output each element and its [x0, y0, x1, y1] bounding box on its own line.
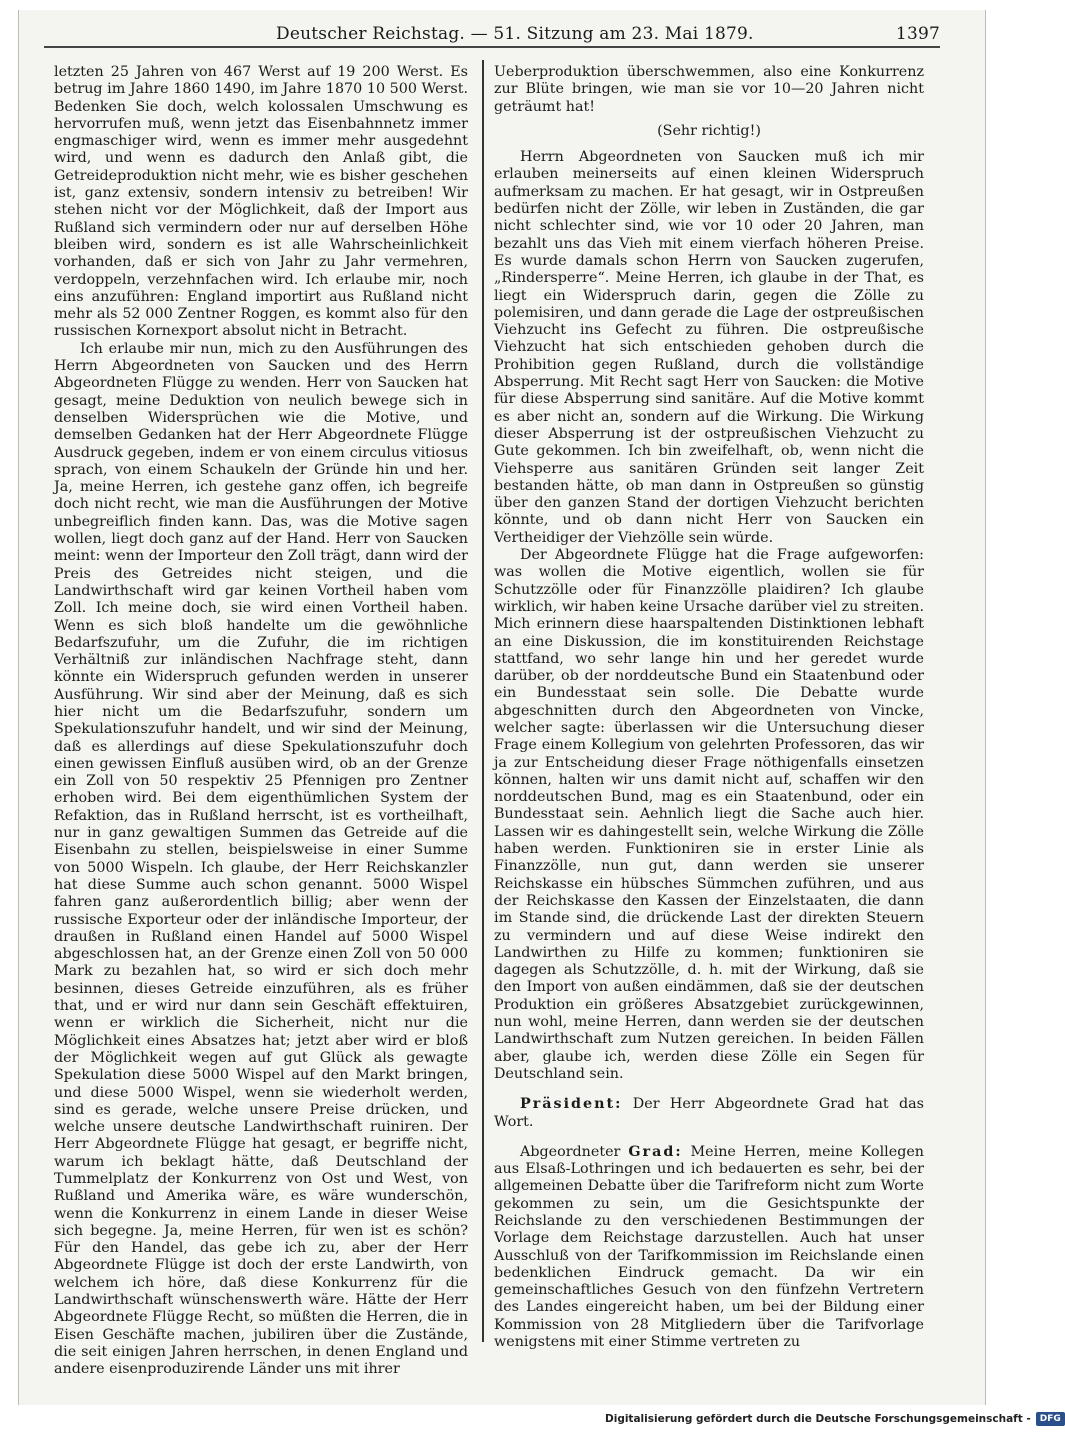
header-title: Deutscher Reichstag. — 51. Sitzung am 23. Mai 1879. [276, 24, 754, 44]
president-paragraph [494, 1096, 924, 1131]
right-paragraph-2: Herrn Abgeordneten von Saucken muß ich mir erlauben meinerseits auf einen kleinen Widerspruch aufmerksam zu machen. Er hat gesagt, wir in Ostpreußen bedürfen nicht der Zölle, wir leben in Zuständen, die gar nicht schlechter sind, wie vor 10 oder 20 Jahren, man bezahlt uns das Vieh mit einem vierfach höheren Preise. Es wurde damals schon Herrn von Saucken zugerufen, „Rindersperre“. Meine Herren, ich glaube in der That, es liegt ein Widerspruch darin, gegen die Zölle zu polemisiren, und dann gerade die Lage der ostpreußischen Viehzucht ins Gefecht zu führen. Die ostpreußische Viehzucht hat sich entschieden gehoben durch die Prohibition gegen Rußland, durch die vollständige Absperrung. Mit Recht sagt Herr von Saucken: die Motive für diese Absperrung sind sanitäre. Auf die Motive kommt es aber nicht an, sondern auf die Wirkung. Die Wirkung dieser Absperrung ist der ostpreußischen Viehzucht zu Gute gekommen. Ich bin zweifelhaft, ob, wenn nicht die Viehsperre aus sanitären Gründen seit langer Zeit bestanden hätte, ob man dann in Ostpreußen so günstig über den ganzen Stand der dortigen Viehzucht berichten könnte, und ob dann nicht Herr von Saucken ein Vertheidiger der Viehzölle sein würde. [494, 149, 924, 546]
right-paragraph-3: Der Abgeordnete Flügge hat die Frage aufgeworfen: was wollen die Motive eigentlich, wollen sie für Schutzzölle oder für Finanzzölle plaidiren? Ich glaube wirklich, wir haben keine Ursache darüber viel zu streiten. Mich erinnern diese haarspaltenden Distinktionen lebhaft an eine Diskussion, die im konstituirenden Reichstage stattfand, wo sehr lange hin und her geredet wurde darüber, ob der norddeutsche Bund ein Staatenbund oder ein Bundesstaat sein solle. Die Debatte wurde abgeschnitten durch den Abgeordneten von Vincke, welcher sagte: überlassen wir die Untersuchung dieser Frage einem Kollegium von gelehrten Professoren, das wir ja zur Entscheidung dieser Frage nöthigenfalls einsetzen können, halten wir uns damit nicht auf, schaffen wir den norddeutschen Bund, mag es ein Staatenbund, oder ein Bundesstaat sein. Aehnlich liegt die Sache auch hier. Lassen wir es dahingestellt sein, welche Wirkung die Zölle haben werden. Funktioniren sie in erster Linie als Finanzzölle, nun gut, dann werden sie unserer Reichskasse ein hübsches Sümmchen zuführen, und aus der Reichskasse den Kassen der Einzelstaaten, die dann im Stande sind, die drückende Last der direkten Steuern zu vermindern und auf diese Weise indirekt den Landwirthen zu Hilfe zu kommen; funktioniren sie dagegen als Schutzzölle, d. h. mit der Wirkung, daß sie den Import von außen eindämmen, daß sie der deutschen Produktion ein größeres Absatzgebiet zurückgewinnen, nun wohl, meine Herren, dann werden sie der deutschen Landwirthschaft zum Nutzen gereichen. In beiden Fällen aber, glaube ich, werden diese Zölle ein Segen für Deutschland sein. [494, 547, 924, 1082]
speaker-text: Meine Herren, meine Kollegen aus Elsaß-Lothringen und ich bedauerten es sehr, bei der allgemeinen Debatte über die Tarifreform nicht zum Worte gekommen zu sein, um die Gesichtspunkte der Reichslande zu den verschiedenen Bestimmungen der Vorlage dem Reichstage darzustellen. Auch hat unser Ausschluß von der Tarifkommission im Reichslande einen bedenklichen Eindruck gemacht. Da wir ein gemeinschaftliches Gesuch von den fünfzehn Vertretern des Landes eingereicht haben, um bei der Bildung einer Kommission von 28 Mitgliedern über die Tarifvorlage wenigstens mit einer Stimme vertreten zu [494, 1143, 925, 1351]
page-number: 1397 [895, 24, 940, 44]
right-paragraph-1: Ueberproduktion überschwemmen, also eine Konkurrenz zur Blüte bringen, wie man sie vor 10—20 Jahren nicht geträumt hat! [494, 64, 924, 115]
footer-text: Digitalisierung gefördert durch die Deutsche Forschungsgemeinschaft - [605, 1413, 1031, 1425]
page-header [44, 18, 940, 48]
left-paragraph-1: letzten 25 Jahren von 467 Werst auf 19 200 Werst. Es betrug im Jahre 1860 1490, im Jahre 1870 10 500 Werst. Bedenken Sie doch, welch kolossalen Umschwung es hervorrufen muß, wenn jetzt das Eisenbahnnetz immer engmaschiger wird, wenn es immer mehr ausgedehnt wird, und wenn es dadurch den Anlaß gibt, die Getreideproduktion nicht mehr, wie es bisher geschehen ist, ganz extensiv, sondern intensiv zu betreiben! Wir stehen nicht vor der Möglichkeit, daß der Import aus Rußland sich vermindern oder nur auf derselben Höhe bleiben wird, sondern es ist alle Wahrscheinlichkeit vorhanden, daß er sich von Jahr zu Jahr vermehren, verdoppeln, verzehnfachen wird. Ich erlaube mir, noch eins anzuführen: England importirt aus Rußland nicht mehr als 52 000 Zentner Roggen, es kommt also für den russischen Kornexport absolut nicht in Betracht. [54, 64, 468, 340]
left-column [54, 64, 468, 1378]
speaker-name: Grad: [628, 1143, 683, 1160]
dfg-logo: DFG [1036, 1412, 1065, 1426]
digitization-footer [605, 1412, 1061, 1432]
header-rule [44, 46, 940, 48]
right-column [494, 64, 924, 1354]
president-text: Der Herr Abgeordnete Grad hat das Wort. [494, 1096, 925, 1130]
interjection: (Sehr richtig!) [657, 122, 761, 139]
left-paragraph-2: Ich erlaube mir nun, mich zu den Ausführungen des Herrn Abgeordneten von Saucken und des Herrn Abgeordneten Flügge zu wenden. Herr von Saucken hat gesagt, meine Deduktion von neulich bewege sich in denselben Widersprüchen wie die Motive, und demselben Gedanken hat der Herr Abgeordnete Flügge Ausdruck gegeben, indem er von einem circulus vitiosus sprach, von einem Schaukeln der Gründe hin und her. Ja, meine Herren, ich gestehe ganz offen, ich begreife doch nicht recht, wie man die Ausführungen der Motive unbegreiflich finden kann. Das, was die Motive sagen wollen, liegt doch ganz auf der Hand. Herr von Saucken meint: wenn der Importeur den Zoll trägt, dann wird der Preis des Getreides nicht steigen, und die Landwirthschaft wird gar keinen Vortheil haben vom Zoll. Ich meine doch, sie wird einen Vortheil haben. Wenn es sich bloß handelte um die gewöhnliche Bedarfszufuhr, um die Zufuhr, die im richtigen Verhältniß zur inländischen Nachfrage steht, dann könnte ein Widerspruch gefunden werden in unserer Ausführung. Wir sind aber der Meinung, daß es sich hier nicht um die Bedarfszufuhr, sondern um Spekulationszufuhr handelt, und wir sind der Meinung, daß es allerdings auf diese Spekulationszufuhr doch einen gewissen Einfluß ausüben wird, ob an der Grenze ein Zoll von 50 respektiv 25 Pfennigen pro Zentner erhoben wird. Bei dem eigenthümlichen System der Refaktion, das in Rußland herrscht, ist es vortheilhaft, nur in ganz gewaltigen Summen das Getreide auf die Eisenbahn zu stellen, beispielsweise in einer Summe von 5000 Wispeln. Ich glaube, der Herr Reichskanzler hat diese Summe auch schon genannt. 5000 Wispel fahren ganz außerordentlich billig; aber wenn der russische Exporteur oder der inländische Importeur, der draußen in Rußland einen Handel auf 5000 Wispel abgeschlossen hat, an der Grenze einen Zoll von 50 000 Mark zu bezahlen hat, so wird er sich doch mehr besinnen, dieses Getreide einzuführen, als es früher that, und er wird nur dann sein Geschäft effektuiren, wenn er wirklich die Sicherheit, nicht nur die Möglichkeit eines Absatzes hat; jetzt aber wird er bloß der Möglichkeit wegen auf gut Glück als gewagte Spekulation diese 5000 Wispel auf den Markt bringen, und diese 5000 Wispel, wenn sie wiederholt werden, sind es gerade, welche unsere Preise drücken, und welche unsere deutsche Landwirthschaft ruiniren. Der Herr Abgeordnete Flügge hat gesagt, er begriffe nicht, warum ich beklagt hätte, daß Deutschland der Tummelplatz der Konkurrenz von Ost und West, von Rußland und Amerika wäre, es wäre wunderschön, wenn die Konkurrenz in einem Lande in dieser Weise sich begegne. Ja, meine Herren, für wen ist es schön? Für den Handel, das gebe ich zu, aber der Herr Abgeordnete Flügge ist doch der erste Landwirth, von welchem ich höre, daß diese Konkurrenz für die Landwirthschaft wünschenswerth wäre. Hätte der Herr Abgeordnete Flügge Recht, so müßten die Herren, die in Eisen Geschäfte machen, jubiliren über die Zustände, die seit einigen Jahren herrschen, in denen England und andere eisenproduzirende Länder uns mit ihrer [54, 340, 468, 1378]
speaker-prefix: Abgeordneter [520, 1143, 621, 1160]
speaker-paragraph [494, 1144, 924, 1352]
column-divider [482, 60, 484, 1342]
president-label: Präsident: [520, 1096, 623, 1113]
